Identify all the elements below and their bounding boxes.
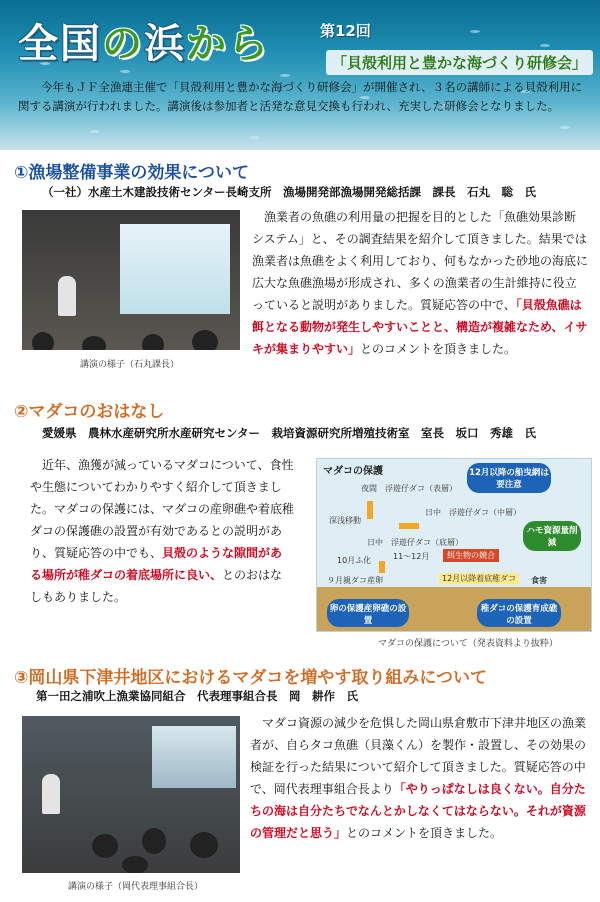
- section2-caption: マダコの保護について（発表資料より抜粋）: [378, 639, 558, 649]
- section1-caption: 講演の様子（石丸課長）: [80, 360, 180, 370]
- section2-highlight: 貝殻のような隙間がある場所が稚ダコの着底場所に良い、: [30, 546, 283, 582]
- tag-food-competition: 餌生物の競合: [443, 549, 499, 562]
- arrow-down: [379, 561, 385, 573]
- series-title: 「貝殻利用と豊かな海づくり研修会」: [326, 50, 593, 75]
- section3-photo: [22, 716, 240, 873]
- octopus-protection-diagram: [316, 458, 592, 632]
- header-banner: [0, 0, 600, 150]
- tag-after-december: 12月以降着底稚ダコ: [439, 573, 519, 584]
- label-deep: 深浅移動: [329, 516, 361, 525]
- section1-highlight: 「貝殻魚礁は餌となる動物が発生しやすいことと、構造が複雑なため、イサキが集まりやすい」: [252, 298, 588, 356]
- badge-pike-eel: ハモ資源量削減: [523, 521, 581, 551]
- section3-body: マダコ資源の減少を危惧した岡山県倉敷市下津井地区の漁業者が、自らタコ魚礁（貝藻くん）を製作・設置し、その効果の検証を行った結果について紹介して頂きました。質疑応答の中で、岡代表理事組合長より「やりっぱなしは良くない。自分たちの海は自分たちでなんとかしなくてはならない。それが資源の管理だと思う」とのコメントを頂きました。: [250, 716, 587, 840]
- projector-screen: [120, 224, 230, 314]
- section2-title: ②マダコのおはなし: [14, 402, 165, 422]
- section3-affiliation: 第一田之浦吹上漁業協同組合 代表理事組合長 岡 耕作 氏: [36, 689, 358, 703]
- section2-affiliation: 愛媛県 農林水産研究所水産研究センター 栽培資源研究所増殖技術室 室長 坂口 秀雄 氏: [42, 426, 537, 440]
- section1-affiliation: （一社）水産土木建設技術センター長崎支所 漁場開発部漁場開発総括課 課長 石丸 聡 氏: [42, 185, 537, 199]
- speaker-figure: [58, 276, 76, 316]
- section3-caption: 講演の様子（岡代表理事組合長）: [68, 882, 204, 892]
- speaker-figure: [42, 774, 60, 814]
- label-nov-dec: 11～12月: [393, 552, 430, 561]
- label-sep: ９月親ダコ産卵: [327, 576, 383, 585]
- label-predation: 食害: [531, 576, 547, 585]
- section3-title: ③岡山県下津井地区におけるマダコを増やす取り組みについて: [14, 668, 488, 688]
- issue-number: 第12回: [320, 22, 371, 40]
- arrow-side: [399, 523, 419, 529]
- arrow-up: [367, 501, 373, 519]
- label-night: 夜間 浮遊仔ダコ（表層）: [361, 484, 457, 493]
- label-day-bottom: 日中 浮遊仔ダコ（底層）: [367, 538, 463, 547]
- label-oct: 10月ふ化: [337, 556, 372, 565]
- intro-text: 今年もＪＦ全漁連主催で「貝殻利用と豊かな海づくり研修会」が開催され、３名の講師による貝殻利用に関する講演が行われました。講演後は参加者と活発な意見交換も行われ、充実した研修会となりました。: [18, 80, 583, 113]
- section1-body: 漁業者の魚礁の利用量の把握を目的とした「魚礁効果診断システム」と、その調査結果を紹介して頂きました。結果では漁業者は魚礁をよく利用しており、何もなかった砂地の海底に広大な魚礁漁場が形成され、多くの漁業者の生計維持に役立っていると説明がありました。質疑応答の中で、「貝殻魚礁は餌となる動物が発生しやすいことと、構造が複雑なため、イサキが集まりやすい」とのコメントを頂きました。: [252, 210, 589, 356]
- diagram-title: マダコの保護: [323, 466, 383, 477]
- section1-photo: [22, 210, 240, 350]
- section2-body: 近年、漁獲が減っているマダコについて、食性や生態についてわかりやすく紹介して頂きました。マダコの保護には、マダコの産卵礁や着底稚ダコの保護礁の設置が有効であるとの説明があり、質疑応答の中でも、貝殻のような隙間がある場所が稚ダコの着底場所に良い、とのおはなしもありました。: [30, 458, 295, 604]
- badge-egg-reef: 卵の保護産卵礁の設置: [327, 599, 409, 627]
- section1-title: ①漁場整備事業の効果について: [14, 163, 250, 183]
- page-title: 全国の浜から: [18, 21, 270, 67]
- label-day-mid: 日中 浮遊仔ダコ（中層）: [425, 508, 521, 517]
- badge-young-reef: 稚ダコの保護育成礁の設置: [477, 599, 561, 627]
- badge-trawl-warning: 12月以降の船曳網は要注意: [467, 463, 551, 493]
- section3-highlight: 「やりっぱなしは良くない。自分たちの海は自分たちでなんとかしなくてはならない。それが資源の管理だと思う」: [250, 782, 586, 840]
- projector-screen: [152, 726, 236, 788]
